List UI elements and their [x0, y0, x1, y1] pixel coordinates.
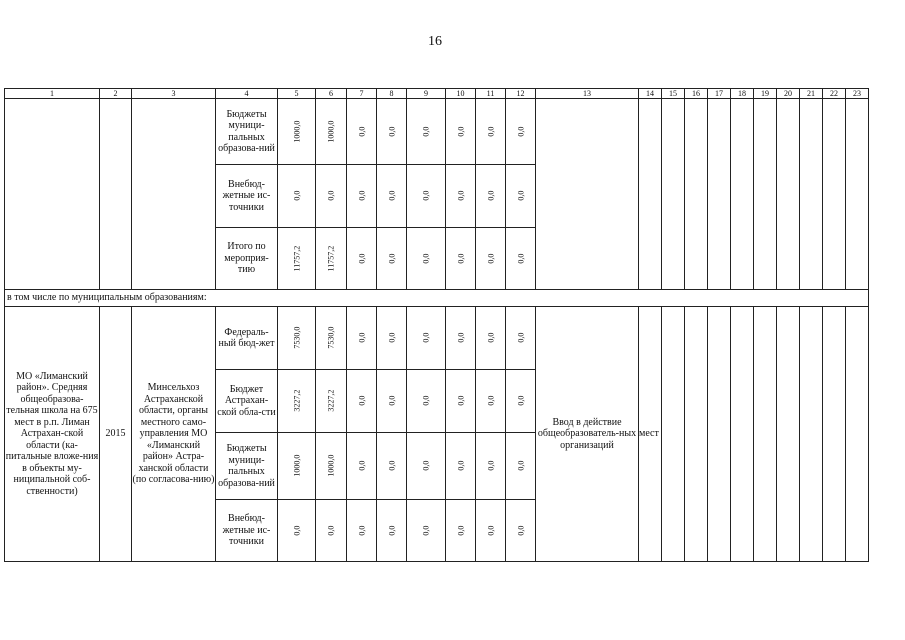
section-label	[5, 290, 869, 307]
amount-cell	[316, 307, 347, 370]
amount-value: 0,0	[421, 190, 431, 201]
year-cell-empty	[100, 99, 132, 290]
funding-source	[216, 228, 278, 290]
indicator-cell-empty	[777, 307, 800, 562]
indicator-cell-empty	[731, 99, 754, 290]
column-number	[476, 89, 506, 99]
indicator-cell-empty	[685, 307, 708, 562]
amount-value: 0,0	[356, 253, 366, 264]
table-row	[5, 99, 869, 165]
amount-cell	[316, 99, 347, 165]
amount-value: 7530,0	[326, 326, 336, 349]
year-text: 2015	[105, 428, 126, 440]
funding-source-text: Бюджеты муници-пальных образова-ний	[218, 443, 275, 489]
column-number-text: 22	[830, 89, 838, 98]
amount-cell	[377, 228, 407, 290]
amount-value: 11757,2	[291, 245, 301, 272]
funding-source	[216, 307, 278, 370]
column-number	[5, 89, 100, 99]
column-number	[536, 89, 639, 99]
indicator-cell-empty	[823, 307, 846, 562]
column-number	[800, 89, 823, 99]
column-number-text: 17	[715, 89, 723, 98]
amount-cell	[407, 500, 446, 562]
amount-value: 3227,2	[291, 389, 301, 412]
section-row	[5, 290, 869, 307]
object-name-text: МО «Лиманский район». Средняя общеобразова-тельная школа на 675 мест в р.п. Лиман Астрахан-ской области (ка-питальные вложе-ния в объекты му-ниципальной соб-ственности)	[5, 370, 99, 497]
amount-cell	[347, 370, 377, 433]
amount-cell	[506, 165, 536, 228]
amount-cell	[347, 99, 377, 165]
column-number	[446, 89, 476, 99]
amount-cell	[278, 433, 316, 500]
column-number-text: 19	[761, 89, 769, 98]
column-number	[316, 89, 347, 99]
amount-cell	[446, 370, 476, 433]
indicator-cell-empty	[639, 99, 662, 290]
amount-value: 1000,0	[291, 120, 301, 143]
indicator-cell-empty	[731, 307, 754, 562]
indicator-cell-empty	[754, 99, 777, 290]
amount-cell	[377, 370, 407, 433]
amount-cell	[347, 165, 377, 228]
column-number-text: 13	[583, 89, 591, 98]
amount-cell	[377, 433, 407, 500]
column-number	[216, 89, 278, 99]
column-number	[506, 89, 536, 99]
column-number	[823, 89, 846, 99]
unit-text: мест	[639, 428, 659, 440]
amount-cell	[506, 99, 536, 165]
amount-value: 0,0	[515, 126, 525, 137]
column-number-text: 11	[486, 89, 495, 98]
column-number	[754, 89, 777, 99]
indicator-cell-empty	[708, 307, 731, 562]
funding-source-text: Внебюд-жетные ис-точники	[222, 513, 271, 548]
column-number	[347, 89, 377, 99]
amount-value: 0,0	[291, 190, 301, 201]
amount-value: 0,0	[356, 332, 366, 343]
amount-cell	[506, 228, 536, 290]
amount-cell	[278, 500, 316, 562]
amount-value: 0,0	[421, 126, 431, 137]
amount-value: 1000,0	[326, 120, 336, 143]
column-number-text: 12	[516, 89, 525, 98]
page-number: 16	[428, 34, 442, 49]
column-number-text: 14	[646, 89, 654, 98]
indicator-cell-empty	[777, 99, 800, 290]
amount-cell	[377, 99, 407, 165]
unit	[639, 307, 662, 562]
column-number	[100, 89, 132, 99]
amount-cell	[278, 99, 316, 165]
year	[100, 307, 132, 562]
column-number	[685, 89, 708, 99]
amount-cell	[476, 307, 506, 370]
amount-cell	[476, 433, 506, 500]
amount-cell	[446, 307, 476, 370]
column-number-text: 23	[853, 89, 861, 98]
amount-value: 0,0	[356, 395, 366, 406]
column-number-text: 15	[669, 89, 677, 98]
amount-value: 1000,0	[326, 454, 336, 477]
column-number-text: 5	[294, 89, 299, 98]
column-number	[777, 89, 800, 99]
funding-source-text: Бюджеты муници-пальных образова-ний	[218, 108, 275, 154]
amount-cell	[407, 370, 446, 433]
amount-value: 0,0	[485, 190, 495, 201]
amount-cell	[446, 433, 476, 500]
amount-cell	[446, 165, 476, 228]
indicator-cell-empty	[823, 99, 846, 290]
amount-value: 0,0	[386, 190, 396, 201]
indicator-cell-empty	[536, 99, 639, 290]
funding-source-text: Итого по мероприя-тию	[224, 241, 269, 276]
result-text: Ввод в действие общеобразователь-ных организаций	[537, 416, 637, 451]
amount-value: 0,0	[386, 253, 396, 264]
amount-cell	[377, 165, 407, 228]
indicator-cell-empty	[754, 307, 777, 562]
amount-cell	[446, 99, 476, 165]
funding-source-text: Федераль-ный бюд-жет	[218, 326, 275, 349]
amount-value: 0,0	[291, 525, 301, 536]
executor-text: Минсельхоз Астраханской области, органы местного само-управления МО «Лиманский район» Астра-ханской области (по согласова-нию)	[132, 382, 215, 486]
amount-cell	[316, 500, 347, 562]
funding-source	[216, 165, 278, 228]
amount-value: 0,0	[455, 253, 465, 264]
column-number-text: 18	[738, 89, 746, 98]
executor	[132, 307, 216, 562]
indicator-cell-empty	[846, 307, 869, 562]
amount-value: 0,0	[515, 190, 525, 201]
column-number-text: 21	[807, 89, 815, 98]
amount-value: 3227,2	[326, 389, 336, 412]
column-number	[278, 89, 316, 99]
amount-value: 0,0	[485, 460, 495, 471]
amount-value: 0,0	[421, 460, 431, 471]
amount-cell	[506, 370, 536, 433]
amount-value: 0,0	[515, 460, 525, 471]
amount-value: 0,0	[455, 395, 465, 406]
amount-cell	[278, 228, 316, 290]
amount-value: 0,0	[515, 395, 525, 406]
column-number	[407, 89, 446, 99]
indicator-cell-empty	[800, 307, 823, 562]
amount-value: 0,0	[485, 332, 495, 343]
amount-value: 0,0	[421, 332, 431, 343]
amount-cell	[446, 500, 476, 562]
amount-cell	[316, 433, 347, 500]
amount-cell	[476, 370, 506, 433]
column-number-text: 9	[424, 89, 428, 98]
amount-value: 11757,2	[326, 245, 336, 272]
column-number-text: 20	[784, 89, 792, 98]
amount-cell	[377, 500, 407, 562]
funding-source-text: Бюджет Астрахан-ской обла-сти	[217, 383, 276, 418]
amount-cell	[476, 99, 506, 165]
amount-value: 0,0	[421, 525, 431, 536]
table-row	[5, 307, 869, 370]
amount-value: 0,0	[455, 190, 465, 201]
column-number	[639, 89, 662, 99]
amount-value: 0,0	[485, 253, 495, 264]
funding-source	[216, 99, 278, 165]
column-number-text: 1	[50, 89, 54, 98]
amount-value: 0,0	[515, 525, 525, 536]
amount-value: 0,0	[485, 525, 495, 536]
amount-cell	[347, 228, 377, 290]
amount-cell	[446, 228, 476, 290]
amount-value: 0,0	[386, 525, 396, 536]
amount-cell	[316, 228, 347, 290]
indicator-cell-empty	[685, 99, 708, 290]
amount-value: 0,0	[485, 395, 495, 406]
amount-cell	[278, 307, 316, 370]
amount-value: 0,0	[515, 253, 525, 264]
amount-cell	[407, 433, 446, 500]
column-number	[731, 89, 754, 99]
amount-value: 0,0	[386, 126, 396, 137]
amount-value: 0,0	[386, 460, 396, 471]
amount-value: 0,0	[455, 126, 465, 137]
amount-cell	[407, 307, 446, 370]
amount-value: 0,0	[386, 395, 396, 406]
amount-cell	[476, 165, 506, 228]
amount-value: 0,0	[326, 525, 336, 536]
amount-value: 0,0	[421, 253, 431, 264]
indicator-cell-empty	[846, 99, 869, 290]
section-label-text: в том числе по муниципальным образованиям:	[7, 292, 207, 304]
amount-value: 0,0	[356, 190, 366, 201]
column-number-text: 6	[329, 89, 333, 98]
amount-cell	[476, 500, 506, 562]
indicator-cell-empty	[662, 99, 685, 290]
amount-cell	[506, 307, 536, 370]
amount-cell	[316, 165, 347, 228]
indicator-cell-empty	[800, 99, 823, 290]
amount-value: 0,0	[356, 460, 366, 471]
column-number-text: 10	[456, 89, 465, 98]
funding-source	[216, 370, 278, 433]
executor-cell-empty	[132, 99, 216, 290]
column-number-text: 4	[244, 89, 249, 98]
amount-value: 0,0	[455, 332, 465, 343]
column-number-text: 2	[113, 89, 118, 98]
funding-source	[216, 433, 278, 500]
amount-cell	[476, 228, 506, 290]
column-number-row	[5, 89, 869, 99]
amount-value: 0,0	[455, 525, 465, 536]
amount-value: 0,0	[356, 525, 366, 536]
budget-table	[4, 88, 869, 562]
amount-cell	[347, 433, 377, 500]
column-number	[132, 89, 216, 99]
amount-cell	[407, 228, 446, 290]
funding-source-text: Внебюд-жетные ис-точники	[222, 178, 271, 213]
amount-cell	[347, 307, 377, 370]
indicator-cell-empty	[708, 99, 731, 290]
amount-value: 0,0	[421, 395, 431, 406]
column-number-text: 7	[359, 89, 364, 98]
amount-value: 0,0	[485, 126, 495, 137]
amount-cell	[278, 165, 316, 228]
amount-value: 0,0	[326, 190, 336, 201]
column-number-text: 16	[692, 89, 700, 98]
amount-cell	[506, 433, 536, 500]
indicator-cell-empty	[662, 307, 685, 562]
column-number-text: 8	[389, 89, 394, 98]
amount-cell	[506, 500, 536, 562]
amount-cell	[407, 165, 446, 228]
amount-value: 0,0	[386, 332, 396, 343]
object-name	[5, 307, 100, 562]
amount-value: 0,0	[356, 126, 366, 137]
amount-cell	[347, 500, 377, 562]
amount-value: 1000,0	[291, 454, 301, 477]
column-number	[377, 89, 407, 99]
amount-value: 0,0	[455, 460, 465, 471]
column-number	[708, 89, 731, 99]
amount-cell	[278, 370, 316, 433]
amount-cell	[377, 307, 407, 370]
object-cell-empty	[5, 99, 100, 290]
amount-cell	[407, 99, 446, 165]
amount-cell	[316, 370, 347, 433]
funding-source	[216, 500, 278, 562]
column-number-text: 3	[171, 89, 176, 98]
column-number	[662, 89, 685, 99]
amount-value: 0,0	[515, 332, 525, 343]
amount-value: 7530,0	[291, 326, 301, 349]
result-indicator	[536, 307, 639, 562]
column-number	[846, 89, 869, 99]
